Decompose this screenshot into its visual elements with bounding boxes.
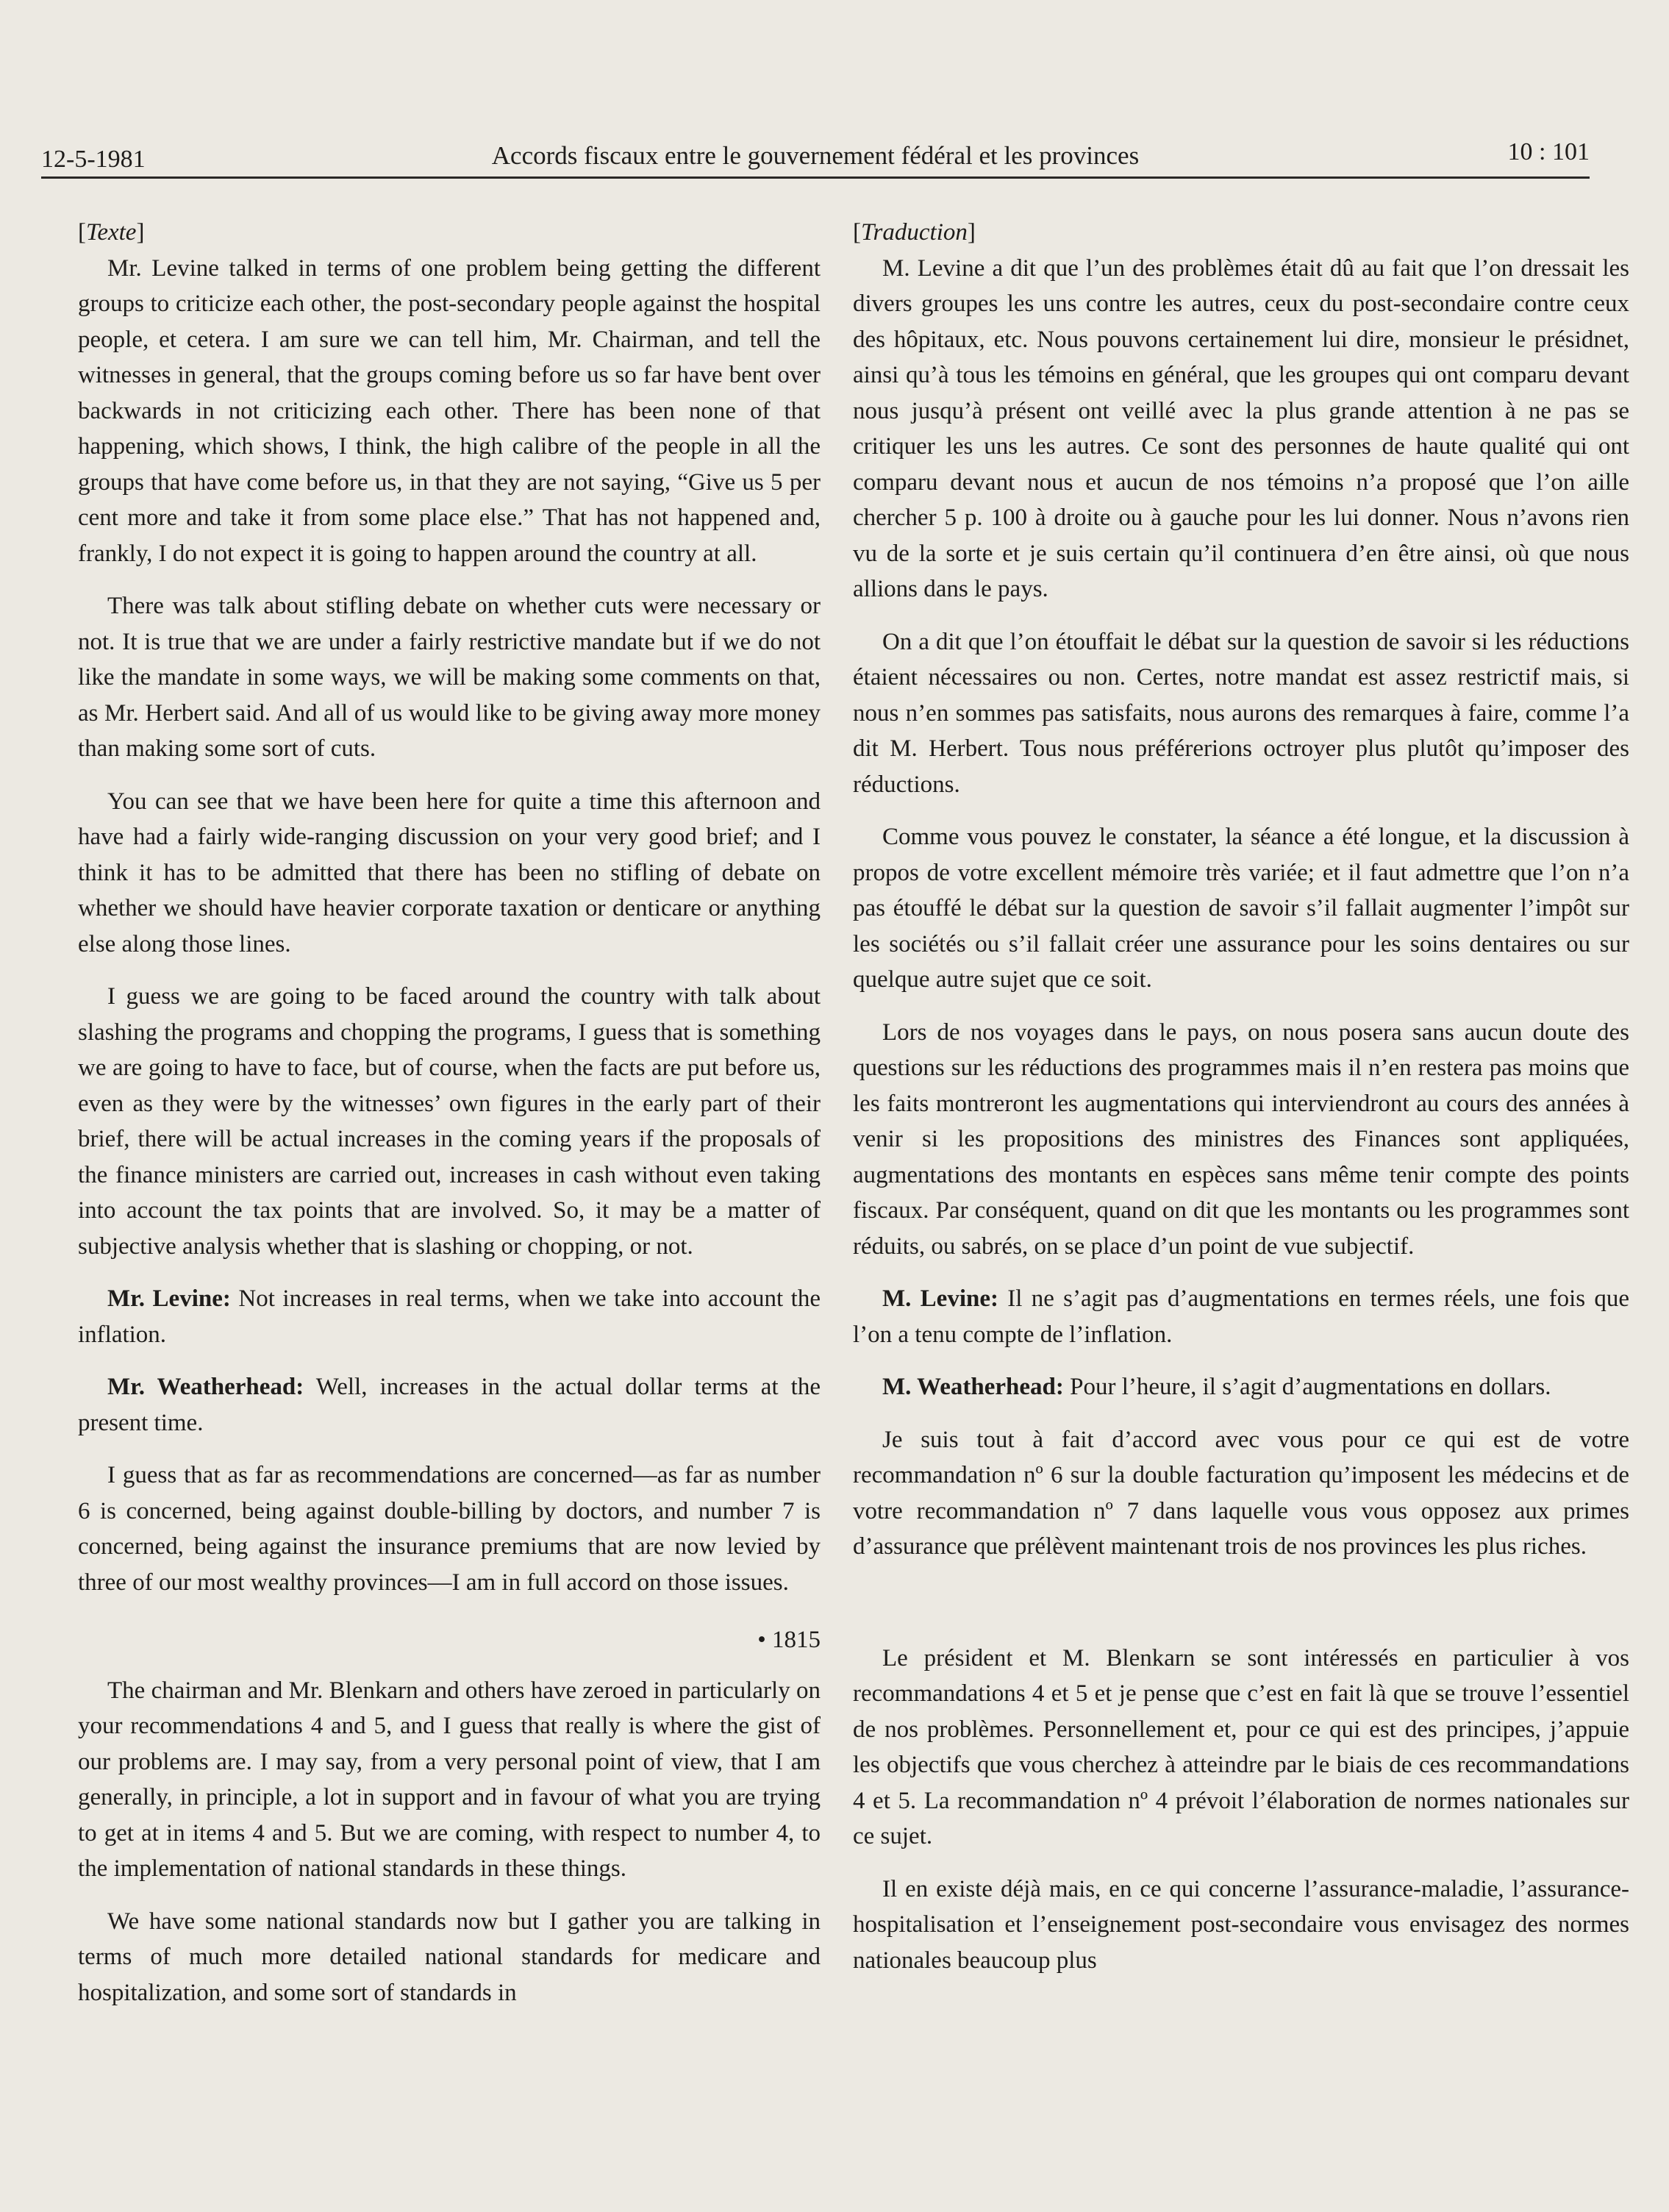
paragraph: Le président et M. Blenkarn se sont intéressés en particulier à vos recommandations 4 et 5 et je pense que c’est en fait là que se trouve l’essentiel de nos problèmes. Personnellement et, pour ce qui est des principes, j’appuie les objectifs que vous cherchez à atteindre par le biais de ces recommandations 4 et 5. La recommandation nº 4 prévoit l’élaboration de normes nationales sur ce sujet. [853, 1644, 1629, 1849]
paragraph: I guess we are going to be faced around the country with talk about slashing the programs and chopping the programs, I guess that is something we are going to have to face, but of course, when the facts are put before us, even as they were by the witnesses’ own figures in the early part of their brief, there will be actual increases in the coming years if the proposals of the finance ministers are carried out, increases in cash without even taking into account the tax points that are involved. So, it may be a matter of subjective analysis whether that is slashing or chopping, or not. [78, 983, 821, 1260]
header-date: 12-5-1981 [41, 146, 146, 173]
paragraph: Lors de nos voyages dans le pays, on nous posera sans aucun doute des questions sur les réductions des programmes mais il n’en restera pas moins que les faits montreront les augmentations qui interviendront au cours des années à venir si les propositions des ministres des Finances sont appliquées, augmentations des montants en espèces sans même tenir compte des points fiscaux. Par conséquent, quand on dit que les montants ou les programmes sont réduits, ou sabrés, on se place d’un point de vue subjectif. [853, 1018, 1629, 1260]
paragraph: I guess that as far as recommendations are concerned—as far as number 6 is concerned, being against double-billing by doctors, and number 7 is concerned, being against the insurance premiums that are now levied by three of our most wealthy provinces—I am in full accord on those issues. [78, 1462, 821, 1596]
page-header [41, 125, 1590, 179]
speaker-paragraph: Mr. Levine: Not increases in real terms, when we take into account the inflation. [78, 1285, 821, 1348]
column-gap [853, 1582, 1629, 1641]
speaker-name: Mr. Weatherhead: [107, 1374, 304, 1400]
paragraph: M. Levine a dit que l’un des problèmes était dû au fait que l’on dressait les divers groupes les uns contre les autres, ceux du post-secondaire contre ceux des hôpitaux, etc. Nous pouvons certainement lui dire, monsieur le présidnet, ainsi qu’à tous les témoins en général, que les groupes qui ont comparu devant nous jusqu’à présent ont veillé avec la plus grande attention à ne pas se critiquer les uns les autres. Ce sont des personnes de haute qualité qui ont comparu devant nous et aucun de nos témoins n’a proposé que l’on aille chercher 5 p. 100 à droite ou à gauche pour les lui donner. Nous n’avons rien vu de la sorte et je suis certain qu’il continuera d’en être ainsi, où que nous allions dans le pays. [853, 254, 1629, 602]
speaker-name: Mr. Levine: [107, 1285, 231, 1312]
paragraph: There was talk about stifling debate on whether cuts were necessary or not. It is true that we are under a fairly restrictive mandate but if we do not like the mandate in some ways, we will be making some comments on that, as Mr. Herbert said. And all of us would like to be giving away more money than making some sort of cuts. [78, 593, 821, 762]
speaker-paragraph: Mr. Weatherhead: Well, increases in the actual dollar terms at the present time. [78, 1374, 821, 1436]
traduction-label: [Traduction] [853, 219, 976, 246]
english-column [78, 215, 821, 2027]
paragraph: Mr. Levine talked in terms of one problem being getting the different groups to criticize each other, the post-secondary people against the hospital people, et cetera. I am sure we can tell him, Mr. Chairman, and tell the witnesses in general, that the groups coming before us so far have bent over backwards in not criticizing each other. There has been none of that happening, which shows, I think, the high calibre of the people in all the groups that have come before us, in that they are not saying, “Give us 5 per cent more and take it from some place else.” That has not happened and, frankly, I do not expect it is going to happen around the country at all. [78, 254, 821, 567]
paragraph: We have some national standards now but I gather you are talking in terms of much more detailed national standards for medicare and hospitalization, and some sort of standards in [78, 1908, 821, 2006]
speaker-paragraph: M. Weatherhead: Pour l’heure, il s’agit d’augmentations en dollars. [882, 1374, 1551, 1400]
paragraph: The chairman and Mr. Blenkarn and others have zeroed in particularly on your recommendations 4 and 5, and I guess that really is where the gist of our problems are. I may say, from a very personal point of view, that I am generally, in principle, a lot in support and in favour of what you are trying to get at in items 4 and 5. But we are coming, with respect to number 4, to the implementation of national standards in these things. [78, 1677, 821, 1882]
paragraph: Je suis tout à fait d’accord avec vous pour ce qui est de votre recommandation nº 6 sur la double facturation qu’imposent les médecins et de votre recommandation nº 7 dans laquelle vous vous opposez aux primes d’assurance que prélèvent maintenant trois de nos provinces les plus riches. [853, 1426, 1629, 1560]
speaker-name: M. Weatherhead: [882, 1374, 1064, 1400]
paragraph: Comme vous pouvez le constater, la séance a été longue, et la discussion à propos de votre excellent mémoire très variée; et il faut admettre que l’on n’a pas étouffé le débat sur la question de savoir s’il fallait augmenter l’impôt sur les sociétés ou s’il fallait créer une assurance pour les soins dentaires ou sur quelque autre sujet que ce soit. [853, 824, 1629, 993]
speaker-name: M. Levine: [882, 1285, 998, 1312]
paragraph: Il en existe déjà mais, en ce qui concerne l’assurance-maladie, l’assurance-hospitalisation et l’enseignement post-secondaire vous envisagez des normes nationales beaucoup plus [853, 1875, 1629, 1974]
french-column [853, 215, 1629, 1995]
paragraph: You can see that we have been here for quite a time this afternoon and have had a fairly wide-ranging discussion on your very good brief; and I think it has to be admitted that there has been no stifling of debate on whether we should have heavier corporate taxation or denticare or anything else along those lines. [78, 788, 821, 957]
texte-label: [Texte] [78, 219, 145, 246]
header-title: Accords fiscaux entre le gouvernement fédéral et les provinces [491, 141, 1140, 170]
paragraph: On a dit que l’on étouffait le débat sur la question de savoir si les réductions étaient nécessaires ou non. Certes, notre mandat est assez restrictif mais, si nous n’en sommes pas satisfaits, nous aurons des remarques à faire, comme l’a dit M. Herbert. Tous nous préférerions octroyer plus plutôt qu’imposer des réductions. [853, 628, 1629, 798]
header-page-number: 10 : 101 [1507, 138, 1590, 165]
time-marker: • 1815 [757, 1627, 821, 1653]
speaker-paragraph: M. Levine: Il ne s’agit pas d’augmentations en termes réels, une fois que l’on a tenu compte de l’inflation. [853, 1285, 1629, 1348]
